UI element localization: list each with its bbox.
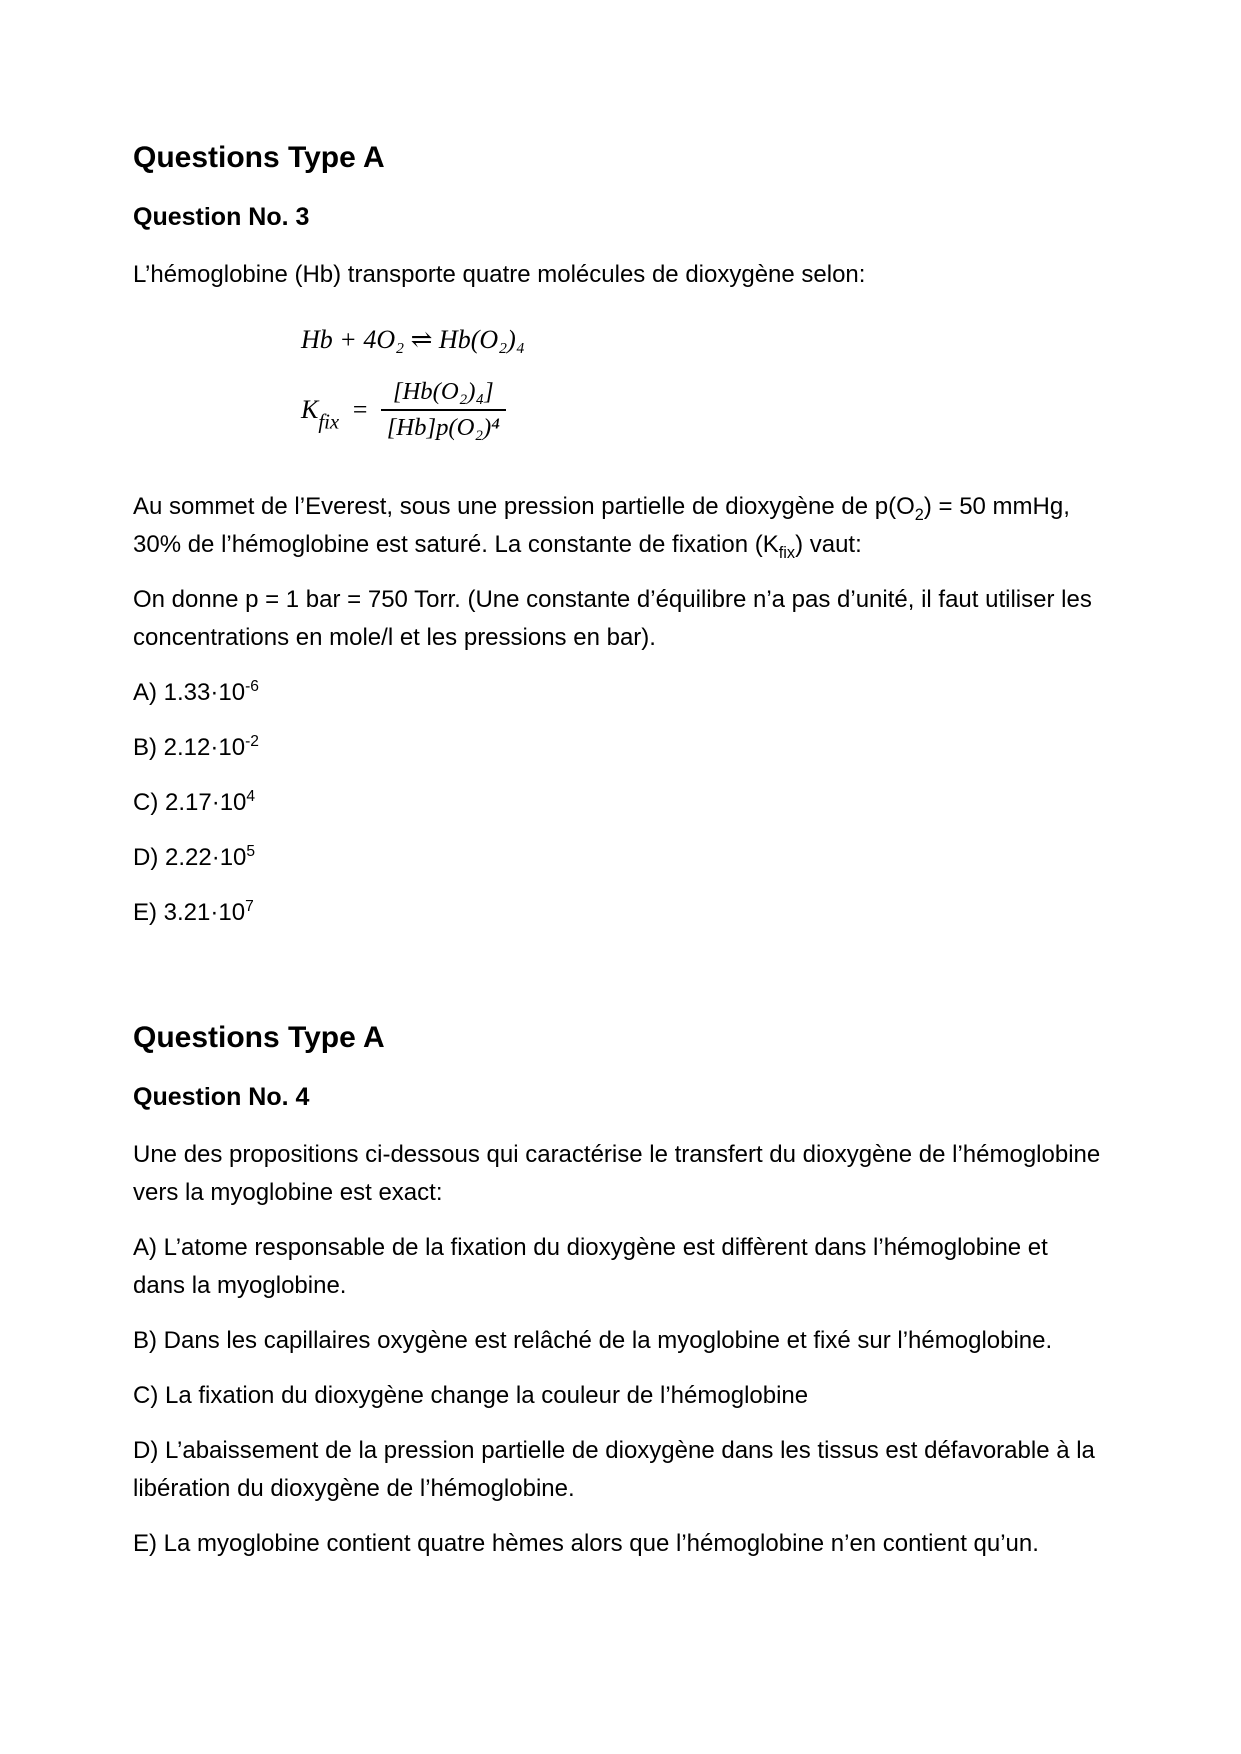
option-exponent: 7 — [245, 898, 254, 915]
option-exponent: -2 — [245, 733, 259, 750]
question-4-section — [133, 1020, 1101, 1563]
question-note-q3: On donne p = 1 bar = 750 Torr. (Une constante d’équilibre n’a pas d’unité, il faut utiliser les concentrations en mole/l et les pressions en bar). — [133, 586, 1092, 651]
option-text: E) 3.21·10 — [133, 899, 246, 926]
kfix-symbol-group — [301, 395, 340, 434]
kfix-symbol: K — [301, 395, 319, 424]
q3-option-c — [133, 784, 1101, 822]
option-exponent: 5 — [246, 843, 256, 860]
context-text-2: ) = 50 mmHg, 30% de l’hémoglobine est saturé. La constante de fixation (K — [133, 493, 1070, 558]
oxygen-subscript: 2 — [914, 505, 924, 524]
question-label-q3: Question No. 3 — [133, 203, 310, 231]
kfix-symbol-subscript: fix — [318, 410, 340, 434]
option-exponent: 4 — [246, 788, 256, 805]
q3-option-b — [133, 729, 1101, 767]
option-text: B) 2.12·10 — [133, 734, 246, 761]
section-heading-q3: Questions Type A — [133, 141, 385, 174]
q3-option-d — [133, 839, 1101, 877]
option-text: C) 2.17·10 — [133, 789, 247, 816]
option-exponent: -6 — [245, 678, 259, 695]
q4-option-c: C) La fixation du dioxygène change la couleur de l’hémoglobine — [133, 1382, 809, 1409]
kfix-fraction — [381, 378, 506, 442]
fraction-denominator: [Hb]p(O₂)⁴ — [386, 414, 500, 441]
question-context-q3 — [133, 488, 1101, 564]
q3-option-a — [133, 674, 1101, 712]
equals-sign: = — [351, 395, 369, 424]
context-text-1: Au sommet de l’Everest, sous une pression partielle de dioxygène de p(O — [133, 493, 915, 520]
section-heading-q4: Questions Type A — [133, 1021, 385, 1054]
kfix-inline-subscript: fix — [778, 543, 796, 562]
question-3-section — [133, 140, 1101, 932]
q4-option-b: B) Dans les capillaires oxygène est relâché de la myoglobine et fixé sur l’hémoglobine. — [133, 1327, 1053, 1354]
question-intro-q4: Une des propositions ci-dessous qui caractérise le transfert du dioxygène de l’hémoglobine vers la myoglobine est exact: — [133, 1141, 1101, 1206]
q4-option-e: E) La myoglobine contient quatre hèmes alors que l’hémoglobine n’en contient qu’un. — [133, 1530, 1039, 1557]
kfix-equation — [301, 378, 1101, 442]
q4-option-a: A) L’atome responsable de la fixation du dioxygène est diffèrent dans l’hémoglobine et dans la myoglobine. — [133, 1234, 1048, 1299]
reaction-equation: Hb + 4O₂ ⇌ Hb(O₂)₄ — [301, 325, 525, 354]
q3-option-e — [133, 894, 1101, 932]
q4-option-d: D) L’abaissement de la pression partielle de dioxygène dans les tissus est défavorable à la libération du dioxygène de l’hémoglobine. — [133, 1437, 1095, 1502]
option-text: D) 2.22·10 — [133, 844, 247, 871]
option-text: A) 1.33·10 — [133, 679, 246, 706]
question-intro-q3: L’hémoglobine (Hb) transporte quatre molécules de dioxygène selon: — [133, 261, 866, 288]
fraction-numerator: [Hb(O₂)₄] — [381, 378, 506, 411]
context-text-3: ) vaut: — [795, 531, 862, 558]
question-label-q4: Question No. 4 — [133, 1083, 310, 1111]
